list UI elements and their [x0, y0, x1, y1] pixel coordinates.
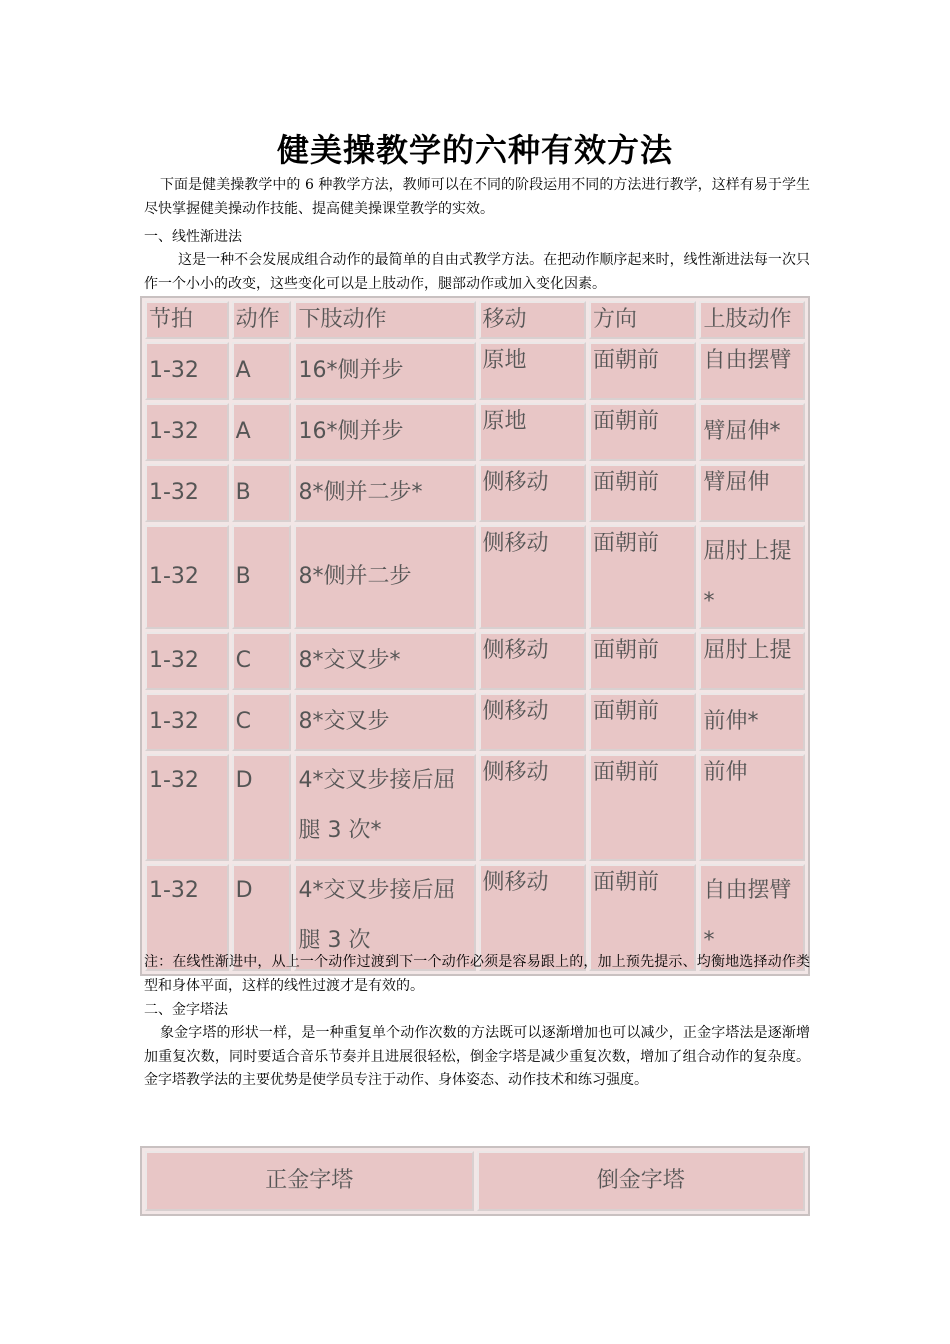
table-header-row [145, 301, 805, 339]
header-cell: 倒金字塔 [477, 1151, 806, 1211]
table-cell: 面朝前 [589, 754, 696, 861]
section2-paragraph: 象金字塔的形状一样，是一种重复单个动作次数的方法既可以逐渐增加也可以减少，正金字塔法是逐渐增加重复次数，同时要适合音乐节奏并且进展很轻松，倒金字塔是减少重复次数，增加了组合动作的复杂度。金字塔教学法的主要优势是使学员专注于动作、身体姿态、动作技术和练习强度。 [144, 1025, 810, 1088]
table-cell: 侧移动 [479, 693, 586, 751]
table-row [145, 525, 805, 629]
header-cell: 上肢动作 [699, 301, 805, 339]
table-cell: A [232, 403, 292, 461]
linear-progression-table [140, 296, 810, 976]
table-cell: 8*侧并二步* [294, 464, 475, 522]
table-cell: 1-32 [145, 464, 229, 522]
table-cell: 8*交叉步* [294, 632, 475, 690]
section1-note: 注：在线性渐进中，从上一个动作过渡到下一个动作必须是容易跟上的，加上预先提示、均衡地选择动作类型和身体平面，这样的线性过渡才是有效的。 [144, 954, 810, 994]
table-cell: 侧移动 [479, 754, 586, 861]
table-cell: 侧移动 [479, 525, 586, 629]
table-cell: 面朝前 [589, 342, 696, 400]
table-cell: 1-32 [145, 403, 229, 461]
table-cell: 面朝前 [589, 464, 696, 522]
table-cell: 1-32 [145, 525, 229, 629]
table-header-row [145, 1151, 805, 1211]
table-cell: 面朝前 [589, 864, 696, 971]
table-cell: 面朝前 [589, 525, 696, 629]
table-cell: 前伸* [699, 693, 805, 751]
table-cell: 8*侧并二步 [294, 525, 475, 629]
table-cell: 4*交叉步接后屈腿 3 次 [294, 864, 475, 971]
table-cell: 自由摆臂* [699, 864, 805, 971]
table-cell: 16*侧并步 [294, 403, 475, 461]
table-cell: 1-32 [145, 754, 229, 861]
table-cell: 1-32 [145, 632, 229, 690]
table-cell: D [232, 864, 292, 971]
table-row [145, 693, 805, 751]
table-cell: 屈肘上提 [699, 632, 805, 690]
table-cell: D [232, 754, 292, 861]
table-row [145, 754, 805, 861]
table-cell: 侧移动 [479, 464, 586, 522]
header-cell: 下肢动作 [294, 301, 475, 339]
intro-paragraph: 下面是健美操教学中的 6 种教学方法，教师可以在不同的阶段运用不同的方法进行教学，这样有易于学生尽快掌握健美操动作技能、提高健美操课堂教学的实效。 [144, 177, 810, 217]
table-cell: 4*交叉步接后屈腿 3 次* [294, 754, 475, 861]
table-row [145, 464, 805, 522]
page-title: 健美操教学的六种有效方法 [276, 131, 673, 169]
section1-paragraph: 这是一种不会发展成组合动作的最简单的自由式教学方法。在把动作顺序起来时，线性渐进法每一次只作一个小小的改变，这些变化可以是上肢动作，腿部动作或加入变化因素。 [144, 252, 810, 292]
section1-heading: 一、线性渐进法 [144, 229, 242, 245]
table-cell: 1-32 [145, 342, 229, 400]
table-cell: 臂屈伸 [699, 464, 805, 522]
table-cell: 原地 [479, 342, 586, 400]
table-cell: 1-32 [145, 693, 229, 751]
table-cell: 16*侧并步 [294, 342, 475, 400]
header-cell: 节拍 [145, 301, 229, 339]
table-row [145, 403, 805, 461]
table-cell: 原地 [479, 403, 586, 461]
table-cell: B [232, 525, 292, 629]
table-cell: 自由摆臂 [699, 342, 805, 400]
header-cell: 正金字塔 [145, 1151, 474, 1211]
header-cell: 动作 [232, 301, 292, 339]
table-cell: 屈肘上提* [699, 525, 805, 629]
table-cell: C [232, 693, 292, 751]
table-cell: A [232, 342, 292, 400]
table-cell: 侧移动 [479, 632, 586, 690]
table-cell: 侧移动 [479, 864, 586, 971]
table-cell: 1-32 [145, 864, 229, 971]
table-cell: B [232, 464, 292, 522]
pyramid-table [140, 1146, 810, 1216]
table-cell: 前伸 [699, 754, 805, 861]
table-cell: 面朝前 [589, 693, 696, 751]
table-cell: C [232, 632, 292, 690]
table-row [145, 342, 805, 400]
header-cell: 方向 [589, 301, 696, 339]
table-cell: 面朝前 [589, 632, 696, 690]
table-cell: 8*交叉步 [294, 693, 475, 751]
section2-heading: 二、金字塔法 [144, 1002, 228, 1018]
table-row [145, 632, 805, 690]
header-cell: 移动 [479, 301, 586, 339]
table-cell: 面朝前 [589, 403, 696, 461]
table-cell: 臂屈伸* [699, 403, 805, 461]
